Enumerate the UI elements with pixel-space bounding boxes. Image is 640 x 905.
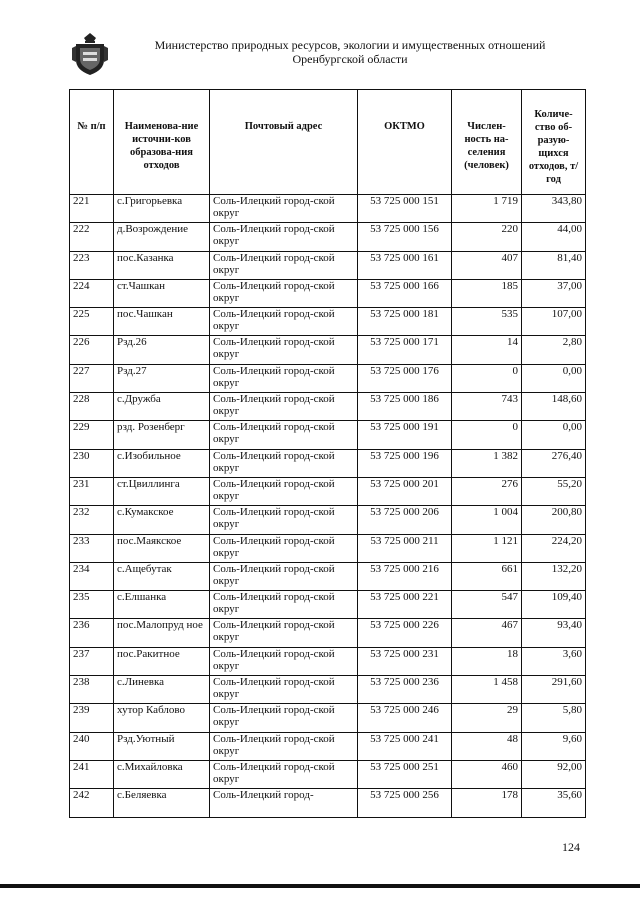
- cell-number: 226: [70, 336, 114, 364]
- cell-source-name: ст.Цвиллинга: [114, 477, 210, 505]
- ministry-header-line1: Министерство природных ресурсов, экологии и имущественных отношений: [154, 38, 546, 52]
- cell-address: Соль-Илецкий город-ской округ: [210, 619, 358, 647]
- cell-oktmo: 53 725 000 216: [358, 562, 452, 590]
- cell-number: 236: [70, 619, 114, 647]
- cell-population: 0: [452, 364, 522, 392]
- column-header-waste: Количе-ство об-разую-щихся отходов, т/год: [522, 90, 586, 195]
- cell-oktmo: 53 725 000 161: [358, 251, 452, 279]
- cell-address: Соль-Илецкий город-ской округ: [210, 223, 358, 251]
- table-header-row: [70, 90, 586, 195]
- cell-waste-amount: 343,80: [522, 195, 586, 223]
- cell-population: 460: [452, 760, 522, 788]
- cell-population: 0: [452, 421, 522, 449]
- cell-address: Соль-Илецкий город-ской округ: [210, 562, 358, 590]
- cell-waste-amount: 107,00: [522, 308, 586, 336]
- cell-oktmo: 53 725 000 156: [358, 223, 452, 251]
- cell-population: 1 719: [452, 195, 522, 223]
- table-row: [70, 619, 586, 647]
- cell-number: 242: [70, 789, 114, 817]
- cell-oktmo: 53 725 000 201: [358, 477, 452, 505]
- cell-address: Соль-Илецкий город-ской округ: [210, 279, 358, 307]
- cell-oktmo: 53 725 000 226: [358, 619, 452, 647]
- table-row: [70, 336, 586, 364]
- cell-address: Соль-Илецкий город-ской округ: [210, 760, 358, 788]
- cell-population: 185: [452, 279, 522, 307]
- cell-source-name: хутор Каблово: [114, 704, 210, 732]
- cell-waste-amount: 3,60: [522, 647, 586, 675]
- cell-source-name: с.Линевка: [114, 676, 210, 704]
- cell-address: Соль-Илецкий город-ской округ: [210, 732, 358, 760]
- cell-source-name: ст.Чашкан: [114, 279, 210, 307]
- table-row: [70, 760, 586, 788]
- cell-waste-amount: 148,60: [522, 393, 586, 421]
- cell-address: Соль-Илецкий город-ской округ: [210, 477, 358, 505]
- cell-oktmo: 53 725 000 206: [358, 506, 452, 534]
- cell-waste-amount: 291,60: [522, 676, 586, 704]
- cell-source-name: с.Михайловка: [114, 760, 210, 788]
- cell-address: Соль-Илецкий город-ской округ: [210, 704, 358, 732]
- cell-waste-amount: 93,40: [522, 619, 586, 647]
- table-row: [70, 676, 586, 704]
- cell-oktmo: 53 725 000 241: [358, 732, 452, 760]
- cell-population: 14: [452, 336, 522, 364]
- cell-source-name: пос.Ракитное: [114, 647, 210, 675]
- cell-number: 222: [70, 223, 114, 251]
- table-row: [70, 647, 586, 675]
- cell-number: 232: [70, 506, 114, 534]
- cell-number: 241: [70, 760, 114, 788]
- cell-address: Соль-Илецкий город-ской округ: [210, 251, 358, 279]
- table-row: [70, 732, 586, 760]
- cell-waste-amount: 35,60: [522, 789, 586, 817]
- cell-population: 743: [452, 393, 522, 421]
- cell-population: 178: [452, 789, 522, 817]
- cell-number: 231: [70, 477, 114, 505]
- cell-oktmo: 53 725 000 151: [358, 195, 452, 223]
- cell-address: Соль-Илецкий город-ской округ: [210, 421, 358, 449]
- cell-oktmo: 53 725 000 181: [358, 308, 452, 336]
- table-row: [70, 195, 586, 223]
- table-row: [70, 364, 586, 392]
- cell-address: Соль-Илецкий город-ской округ: [210, 591, 358, 619]
- cell-oktmo: 53 725 000 166: [358, 279, 452, 307]
- table-row: [70, 534, 586, 562]
- cell-population: 276: [452, 477, 522, 505]
- cell-number: 233: [70, 534, 114, 562]
- cell-address: Соль-Илецкий город-ской округ: [210, 364, 358, 392]
- cell-source-name: с.Елшанка: [114, 591, 210, 619]
- cell-address: Соль-Илецкий город-ской округ: [210, 308, 358, 336]
- cell-number: 224: [70, 279, 114, 307]
- cell-waste-amount: 224,20: [522, 534, 586, 562]
- cell-source-name: Рзд.26: [114, 336, 210, 364]
- cell-population: 1 004: [452, 506, 522, 534]
- cell-source-name: с.Кумакское: [114, 506, 210, 534]
- cell-oktmo: 53 725 000 236: [358, 676, 452, 704]
- cell-address: Соль-Илецкий город-ской округ: [210, 195, 358, 223]
- cell-address: Соль-Илецкий город-ской округ: [210, 449, 358, 477]
- column-header-oktmo: ОКТМО: [358, 90, 452, 195]
- cell-number: 239: [70, 704, 114, 732]
- cell-address: Соль-Илецкий город-ской округ: [210, 534, 358, 562]
- cell-source-name: с.Ащебутак: [114, 562, 210, 590]
- cell-number: 234: [70, 562, 114, 590]
- cell-oktmo: 53 725 000 176: [358, 364, 452, 392]
- cell-waste-amount: 109,40: [522, 591, 586, 619]
- cell-source-name: пос.Маякское: [114, 534, 210, 562]
- table-row: [70, 279, 586, 307]
- cell-address: Соль-Илецкий город-: [210, 789, 358, 817]
- cell-oktmo: 53 725 000 191: [358, 421, 452, 449]
- table-row: [70, 251, 586, 279]
- cell-waste-amount: 81,40: [522, 251, 586, 279]
- cell-source-name: пос.Чашкан: [114, 308, 210, 336]
- cell-population: 220: [452, 223, 522, 251]
- table-row: [70, 393, 586, 421]
- cell-population: 547: [452, 591, 522, 619]
- cell-waste-amount: 55,20: [522, 477, 586, 505]
- cell-oktmo: 53 725 000 196: [358, 449, 452, 477]
- cell-source-name: д.Возрождение: [114, 223, 210, 251]
- cell-waste-amount: 276,40: [522, 449, 586, 477]
- cell-source-name: рзд. Розенберг: [114, 421, 210, 449]
- cell-number: 221: [70, 195, 114, 223]
- cell-number: 227: [70, 364, 114, 392]
- cell-source-name: с.Дружба: [114, 393, 210, 421]
- cell-waste-amount: 132,20: [522, 562, 586, 590]
- waste-sources-table: [69, 89, 586, 818]
- cell-population: 1 121: [452, 534, 522, 562]
- cell-number: 238: [70, 676, 114, 704]
- cell-source-name: с.Беляевка: [114, 789, 210, 817]
- cell-address: Соль-Илецкий город-ской округ: [210, 647, 358, 675]
- cell-number: 237: [70, 647, 114, 675]
- cell-waste-amount: 9,60: [522, 732, 586, 760]
- ministry-header-line2: Оренбургской области: [292, 52, 408, 66]
- cell-number: 230: [70, 449, 114, 477]
- cell-address: Соль-Илецкий город-ской округ: [210, 676, 358, 704]
- cell-population: 535: [452, 308, 522, 336]
- cell-waste-amount: 44,00: [522, 223, 586, 251]
- cell-population: 29: [452, 704, 522, 732]
- cell-population: 18: [452, 647, 522, 675]
- column-header-address: Почтовый адрес: [210, 90, 358, 195]
- table-row: [70, 308, 586, 336]
- orenburg-coat-of-arms-icon: [72, 32, 108, 76]
- cell-number: 228: [70, 393, 114, 421]
- cell-waste-amount: 2,80: [522, 336, 586, 364]
- cell-oktmo: 53 725 000 256: [358, 789, 452, 817]
- cell-source-name: с.Григорьевка: [114, 195, 210, 223]
- cell-waste-amount: 200,80: [522, 506, 586, 534]
- cell-waste-amount: 0,00: [522, 364, 586, 392]
- cell-population: 467: [452, 619, 522, 647]
- cell-oktmo: 53 725 000 231: [358, 647, 452, 675]
- cell-address: Соль-Илецкий город-ской округ: [210, 506, 358, 534]
- table-row: [70, 223, 586, 251]
- bottom-border-bar: [0, 884, 640, 888]
- column-header-population: Числен-ность на-селения (человек): [452, 90, 522, 195]
- cell-source-name: Рзд.Уютный: [114, 732, 210, 760]
- cell-population: 407: [452, 251, 522, 279]
- cell-waste-amount: 92,00: [522, 760, 586, 788]
- table-row: [70, 477, 586, 505]
- cell-address: Соль-Илецкий город-ской округ: [210, 336, 358, 364]
- cell-waste-amount: 37,00: [522, 279, 586, 307]
- cell-number: 240: [70, 732, 114, 760]
- cell-source-name: пос.Казанка: [114, 251, 210, 279]
- table-row: [70, 506, 586, 534]
- cell-population: 661: [452, 562, 522, 590]
- cell-oktmo: 53 725 000 246: [358, 704, 452, 732]
- cell-source-name: с.Изобильное: [114, 449, 210, 477]
- table-row: [70, 562, 586, 590]
- cell-oktmo: 53 725 000 186: [358, 393, 452, 421]
- page-number: 124: [562, 840, 580, 854]
- cell-number: 223: [70, 251, 114, 279]
- table-row: [70, 591, 586, 619]
- table-row: [70, 421, 586, 449]
- cell-number: 235: [70, 591, 114, 619]
- cell-oktmo: 53 725 000 251: [358, 760, 452, 788]
- cell-population: 1 458: [452, 676, 522, 704]
- cell-population: 48: [452, 732, 522, 760]
- cell-oktmo: 53 725 000 221: [358, 591, 452, 619]
- cell-source-name: пос.Малопруд ное: [114, 619, 210, 647]
- table-row: [70, 789, 586, 817]
- table-row: [70, 449, 586, 477]
- table-row: [70, 704, 586, 732]
- cell-waste-amount: 0,00: [522, 421, 586, 449]
- cell-oktmo: 53 725 000 211: [358, 534, 452, 562]
- cell-number: 229: [70, 421, 114, 449]
- cell-number: 225: [70, 308, 114, 336]
- cell-oktmo: 53 725 000 171: [358, 336, 452, 364]
- ministry-header: [120, 38, 580, 66]
- column-header-number: № п/п: [70, 90, 114, 195]
- column-header-name: Наименова-ние источни-ков образова-ния отходов: [114, 90, 210, 195]
- cell-address: Соль-Илецкий город-ской округ: [210, 393, 358, 421]
- cell-source-name: Рзд.27: [114, 364, 210, 392]
- cell-waste-amount: 5,80: [522, 704, 586, 732]
- cell-population: 1 382: [452, 449, 522, 477]
